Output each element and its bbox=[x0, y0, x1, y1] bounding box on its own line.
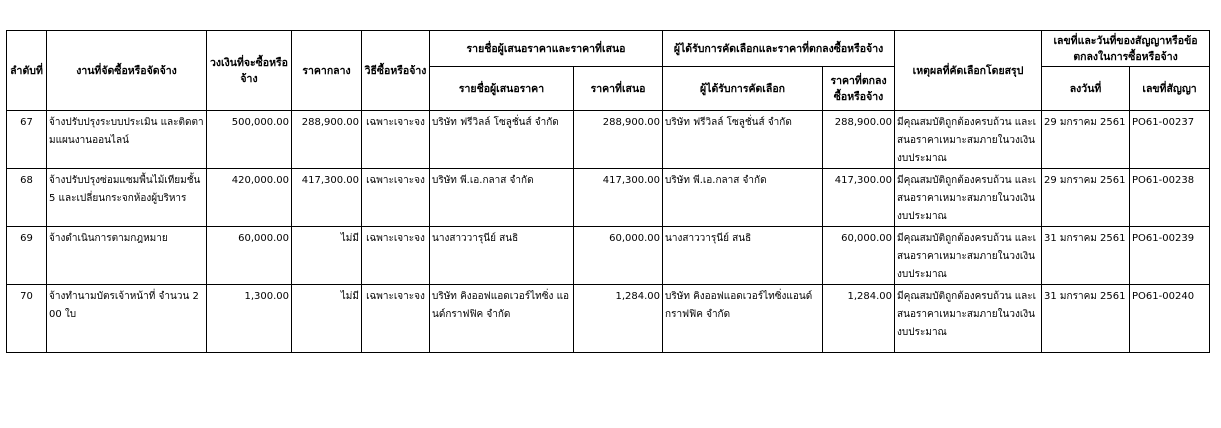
cell-bidder: บริษัท คิงออฟแอดเวอร์ไทซิ่ง แอนด์กราฟฟิค จำกัด bbox=[430, 285, 574, 353]
cell-contract-no: PO61-00239 bbox=[1130, 227, 1210, 285]
cell-median-price: ไม่มี bbox=[292, 285, 362, 353]
table-row bbox=[7, 285, 1210, 353]
cell-budget: 420,000.00 bbox=[207, 169, 292, 227]
header-reason: เหตุผลที่คัดเลือกโดยสรุป bbox=[895, 31, 1042, 111]
cell-median-price: 288,900.00 bbox=[292, 111, 362, 169]
cell-contract-no: PO61-00237 bbox=[1130, 111, 1210, 169]
cell-selected: บริษัท ฟรีวิลล์ โซลูชั่นส์ จำกัด bbox=[663, 111, 823, 169]
cell-bidder: บริษัท ฟรีวิลล์ โซลูชั่นส์ จำกัด bbox=[430, 111, 574, 169]
cell-budget: 1,300.00 bbox=[207, 285, 292, 353]
header-contract-group: เลขที่และวันที่ของสัญญาหรือข้อตกลงในการซื้อหรือจ้าง bbox=[1042, 31, 1210, 67]
cell-contract-no: PO61-00238 bbox=[1130, 169, 1210, 227]
header-selected-group: ผู้ได้รับการคัดเลือกและราคาที่ตกลงซื้อหรือจ้าง bbox=[663, 31, 895, 67]
cell-bid-price: 60,000.00 bbox=[574, 227, 663, 285]
cell-budget: 60,000.00 bbox=[207, 227, 292, 285]
cell-agreed-price: 1,284.00 bbox=[823, 285, 895, 353]
header-contract-no: เลขที่สัญญา bbox=[1130, 67, 1210, 111]
cell-reason: มีคุณสมบัติถูกต้องครบถ้วน และเสนอราคาเหมาะสมภายในวงเงินงบประมาณ bbox=[895, 169, 1042, 227]
cell-method: เฉพาะเจาะจง bbox=[362, 111, 430, 169]
cell-no: 70 bbox=[7, 285, 47, 353]
header-median-price: ราคากลาง bbox=[292, 31, 362, 111]
header-row-1 bbox=[7, 31, 1210, 67]
header-item: งานที่จัดซื้อหรือจัดจ้าง bbox=[47, 31, 207, 111]
cell-method: เฉพาะเจาะจง bbox=[362, 285, 430, 353]
cell-bid-price: 288,900.00 bbox=[574, 111, 663, 169]
cell-item: จ้างปรับปรุงซ่อมแซมพื้นไม้เทียมชั้น 5 และเปลี่ยนกระจกห้องผู้บริหาร bbox=[47, 169, 207, 227]
table-row bbox=[7, 169, 1210, 227]
cell-no: 69 bbox=[7, 227, 47, 285]
cell-bid-price: 1,284.00 bbox=[574, 285, 663, 353]
cell-no: 68 bbox=[7, 169, 47, 227]
header-method: วิธีซื้อหรือจ้าง bbox=[362, 31, 430, 111]
cell-contract-no: PO61-00240 bbox=[1130, 285, 1210, 353]
cell-item: จ้างทำนามบัตรเจ้าหน้าที่ จำนวน 200 ใบ bbox=[47, 285, 207, 353]
header-selected-name: ผู้ได้รับการคัดเลือก bbox=[663, 67, 823, 111]
cell-no: 67 bbox=[7, 111, 47, 169]
header-budget: วงเงินที่จะซื้อหรือจ้าง bbox=[207, 31, 292, 111]
cell-agreed-price: 60,000.00 bbox=[823, 227, 895, 285]
table-row bbox=[7, 111, 1210, 169]
table-row bbox=[7, 227, 1210, 285]
cell-agreed-price: 417,300.00 bbox=[823, 169, 895, 227]
header-agreed-price: ราคาที่ตกลงซื้อหรือจ้าง bbox=[823, 67, 895, 111]
cell-date: 31 มกราคม 2561 bbox=[1042, 285, 1130, 353]
cell-median-price: ไม่มี bbox=[292, 227, 362, 285]
cell-agreed-price: 288,900.00 bbox=[823, 111, 895, 169]
header-bidders-group: รายชื่อผู้เสนอราคาและราคาที่เสนอ bbox=[430, 31, 663, 67]
header-no: ลำดับที่ bbox=[7, 31, 47, 111]
cell-date: 31 มกราคม 2561 bbox=[1042, 227, 1130, 285]
cell-reason: มีคุณสมบัติถูกต้องครบถ้วน และเสนอราคาเหมาะสมภายในวงเงินงบประมาณ bbox=[895, 111, 1042, 169]
cell-item: จ้างดำเนินการตามกฎหมาย bbox=[47, 227, 207, 285]
cell-bid-price: 417,300.00 bbox=[574, 169, 663, 227]
cell-reason: มีคุณสมบัติถูกต้องครบถ้วน และเสนอราคาเหมาะสมภายในวงเงินงบประมาณ bbox=[895, 285, 1042, 353]
header-bidder-name: รายชื่อผู้เสนอราคา bbox=[430, 67, 574, 111]
cell-bidder: นางสาววารุนีย์ สนธิ bbox=[430, 227, 574, 285]
cell-date: 29 มกราคม 2561 bbox=[1042, 169, 1130, 227]
cell-reason: มีคุณสมบัติถูกต้องครบถ้วน และเสนอราคาเหมาะสมภายในวงเงินงบประมาณ bbox=[895, 227, 1042, 285]
cell-selected: นางสาววารุนีย์ สนธิ bbox=[663, 227, 823, 285]
cell-date: 29 มกราคม 2561 bbox=[1042, 111, 1130, 169]
cell-item: จ้างปรับปรุงระบบประเมิน และติดตามแผนงานออนไลน์ bbox=[47, 111, 207, 169]
cell-selected: บริษัท พี.เอ.กลาส จำกัด bbox=[663, 169, 823, 227]
cell-selected: บริษัท คิงออฟแอดเวอร์ไทซิ่งแอนด์ กราฟฟิค จำกัด bbox=[663, 285, 823, 353]
cell-budget: 500,000.00 bbox=[207, 111, 292, 169]
cell-method: เฉพาะเจาะจง bbox=[362, 169, 430, 227]
procurement-table bbox=[6, 30, 1210, 353]
cell-median-price: 417,300.00 bbox=[292, 169, 362, 227]
header-bid-price: ราคาที่เสนอ bbox=[574, 67, 663, 111]
cell-method: เฉพาะเจาะจง bbox=[362, 227, 430, 285]
cell-bidder: บริษัท พี.เอ.กลาส จำกัด bbox=[430, 169, 574, 227]
header-contract-date: ลงวันที่ bbox=[1042, 67, 1130, 111]
